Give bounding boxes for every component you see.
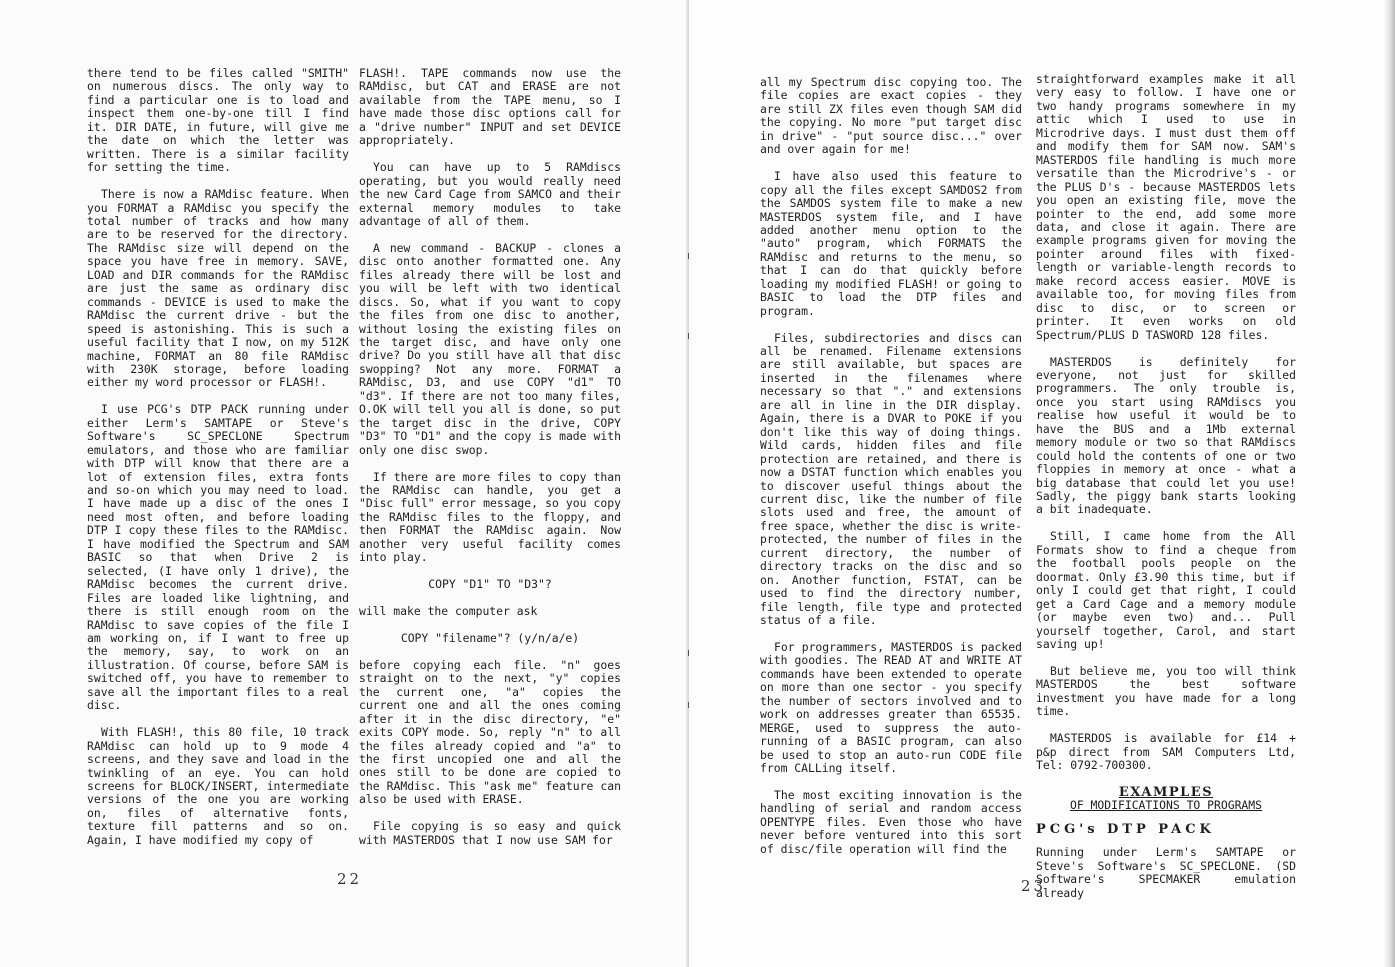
section-heading: PCG's DTP PACK — [1036, 821, 1215, 837]
paragraph: Still, I came home from the All Formats show to find a cheque from the football pools people on the doormat. Only £3.90 this time, but if only I could get that right, I could get a Card Cage and a memory module (or maybe even two) and... Pull yourself together, Carol, and start saving up! — [1036, 529, 1296, 651]
paragraph: all my Spectrum disc copying too. The file copies are exact copies - they are still ZX files even though SAM did the copying. No more "put target disc in drive" - "put source disc..." over and over again for me! — [760, 75, 1022, 157]
left-page — [0, 0, 689, 967]
paragraph: I use PCG's DTP PACK running under either Lerm's SAMTAPE or Steve's Software's SC_SPECLONE Spectrum emulators, and those who are familiar with DTP will know that there are a lot of extension files, extra fonts and so-on which you may need to load. I have made up a disc of the ones I need most often, and before loading DTP I copy these files to the RAMdisc. I have modified the Spectrum and SAM BASIC so that when Drive 2 is selected, (I have only 1 drive), the RAMdisc becomes the current drive. Files are loaded like lightning, and there is still enough room on the RAMdisc to save copies of the file I am working on, if I want to free up the memory, say, to work on an illustration. Of course, before SAM is switched off, you have to remember to save all the important files to a real disc. — [87, 402, 349, 713]
left-page-column-1 — [87, 67, 349, 861]
examples-heading: EXAMPLES — [1118, 784, 1214, 800]
paragraph: But believe me, you too will think MASTERDOS the best software investment you have made for a long time. — [1036, 663, 1296, 719]
paragraph: For programmers, MASTERDOS is packed with goodies. The READ AT and WRITE AT commands have been extended to operate on more than one sector - you specify the number of sectors involved and to work on addresses greater than 65535. MERGE, used to suppress the auto-running of a BASIC program, can also be used to stop an auto-run CODE file from CALLing itself. — [760, 639, 1022, 776]
paragraph: straightforward examples make it all very easy to follow. I have one or two handy programs somewhere in my attic which I used to use in Microdrive days. I must dust them off and modify them for SAM now. SAM's MASTERDOS file handling is much more versatile than the Microdrive's - or the PLUS D's - because MASTERDOS lets you open an existing file, move the pointer to the end, add some more data, and close it again. There are example programs given for moving the pointer around files with fixed-length or variable-length records to make record access easier. MOVE is available too, for moving files from disc to disc, or to screen or printer. It even works on old Spectrum/PLUS D TASWORD 128 files. — [1036, 72, 1296, 342]
page-number: 23 — [1021, 877, 1047, 895]
right-page-column-2 — [1036, 73, 1296, 914]
paragraph: MASTERDOS is available for £14 + p&p direct from SAM Computers Ltd, Tel: 0792-700300. — [1036, 731, 1296, 773]
examples-subheading: OF MODIFICATIONS TO PROGRAMS — [1069, 798, 1263, 813]
paragraph: There is now a RAMdisc feature. When you FORMAT a RAMdisc you specify the total number of tracks and how many are to be reserved for the directory. The RAMdisc size will depend on the space you have free in memory. SAVE, LOAD and DIR commands for the RAMdisc are just the same as ordinary disc commands - DEVICE is used to make the RAMdisc the current drive - but the speed is astonishing. This is such a useful facility that I now, on my 512K machine, FORMAT an 80 file RAMdisc with 230K storage, before loading either my word processor or FLASH!. — [87, 187, 349, 390]
code-line: COPY "D1" TO "D3"? — [428, 577, 552, 592]
paragraph: before copying each file. "n" goes straight on to the next, "y" copies the current one, "a" copies the current one and all the ones coming after it in the disc directory, "e" exits COPY mode. So, reply "n" to all the files already copied and "a" to the first uncopied one and all the ones still to be done are copied to the RAMdisc. This "ask me" feature can also be used with ERASE. — [359, 657, 621, 807]
left-page-column-2 — [359, 67, 621, 861]
paragraph: A new command - BACKUP - clones a disc onto another formatted one. Any files already there will be lost and you will be left with two identical discs. So, what if you want to copy the files from one disc to another, without losing the existing files on the target disc, and have only one drive? Do you still have all that disc swopping? Not any more. FORMAT a RAMdisc, D3, and use COPY "d1" TO "d3". If there are not too many files, O.OK will tell you all is done, so put the target disc in the drive, COPY "D3" TO "D1" and the copy is made with only one disc swop. — [359, 240, 621, 457]
code-line: COPY "filename"? (y/n/a/e) — [400, 630, 580, 645]
paragraph: With FLASH!, this 80 file, 10 track RAMdisc can hold up to 9 mode 4 screens, and they save and load in the twinkling of an eye. You can hold screens for BLOCK/INSERT, intermediate versions of the one you are working on, files of alternative fonts, texture fill patterns and so on. Again, I have modified my copy of — [87, 725, 349, 847]
page-number: 22 — [337, 870, 363, 888]
paragraph: The most exciting innovation is the handling of serial and random access OPENTYPE files. Even those who have never before ventured into this sort of disc/file operation will find the — [760, 787, 1022, 856]
paragraph: there tend to be files called "SMITH" on numerous discs. The only way to find a particular one is to load and inspect them one-by-one till I find it. DIR DATE, in future, will give me the date on which the letter was written. There is a similar facility for setting the time. — [87, 66, 349, 175]
paragraph: File copying is so easy and quick with MASTERDOS that I now use SAM for — [359, 819, 621, 847]
paragraph: will make the computer ask — [359, 604, 538, 619]
paragraph: FLASH!. TAPE commands now use the RAMdisc, but CAT and ERASE are not available from the TAPE menu, so I have made those disc options call for a "drive number" INPUT and set DEVICE appropriately. — [359, 66, 621, 148]
paragraph: MASTERDOS is definitely for everyone, not just for skilled programmers. The only trouble is, once you start using RAMdiscs you realise how useful it would be to have the BUS and a 1Mb external memory module or two so that RAMdiscs could hold the contents of one or two floppies in memory at once - what a big database that could let you use! Sadly, the piggy bank starts looking a bit inadequate. — [1036, 354, 1296, 517]
paragraph: Files, subdirectories and discs can all be renamed. Filename extensions are still available, but spaces are inserted in the filenames where necessary so that "." and extensions are all in line in the DIR display. Again, there is a DVAR to POKE if you don't like this way of doing things. Wild cards, hidden files and file protection are retained, and there is now a DSTAT function which enables you to discover useful things about the current disc, like the number of file slots used and free, the amount of free space, whether the disc is write-protected, the number of files in the current directory, the number of directory tracks on the disc and so on. Another function, FSTAT, can be used to find the directory number, file length, file type and protected status of a file. — [760, 330, 1022, 628]
page-edge-shadow — [1383, 0, 1395, 967]
paragraph: Running under Lerm's SAMTAPE or Steve's Software's SC_SPECLONE. (SD Software's SPECMAKER emulation already — [1036, 845, 1296, 900]
paragraph: If there are more files to copy than the RAMdisc can handle, you get a "Disc full" error message, so you copy the RAMdisc files to the floppy, and then FORMAT the RAMdisc again. Now another very useful facility comes into play. — [359, 469, 621, 565]
right-page-column-1 — [760, 76, 1022, 870]
paragraph: You can have up to 5 RAMdiscs operating, but you would really need the new Card Cage from SAMCO and their external memory modules to take advantage of all of them. — [359, 160, 621, 228]
paragraph: I have also used this feature to copy all the files except SAMDOS2 from the SAMDOS system file to make a new MASTERDOS system file, and I have added another menu option to the "auto" program, which FORMATS the RAMdisc and returns to the menu, so that I can do that quickly before loading my modified FLASH! or going to BASIC to load the DTP files and program. — [760, 169, 1022, 318]
